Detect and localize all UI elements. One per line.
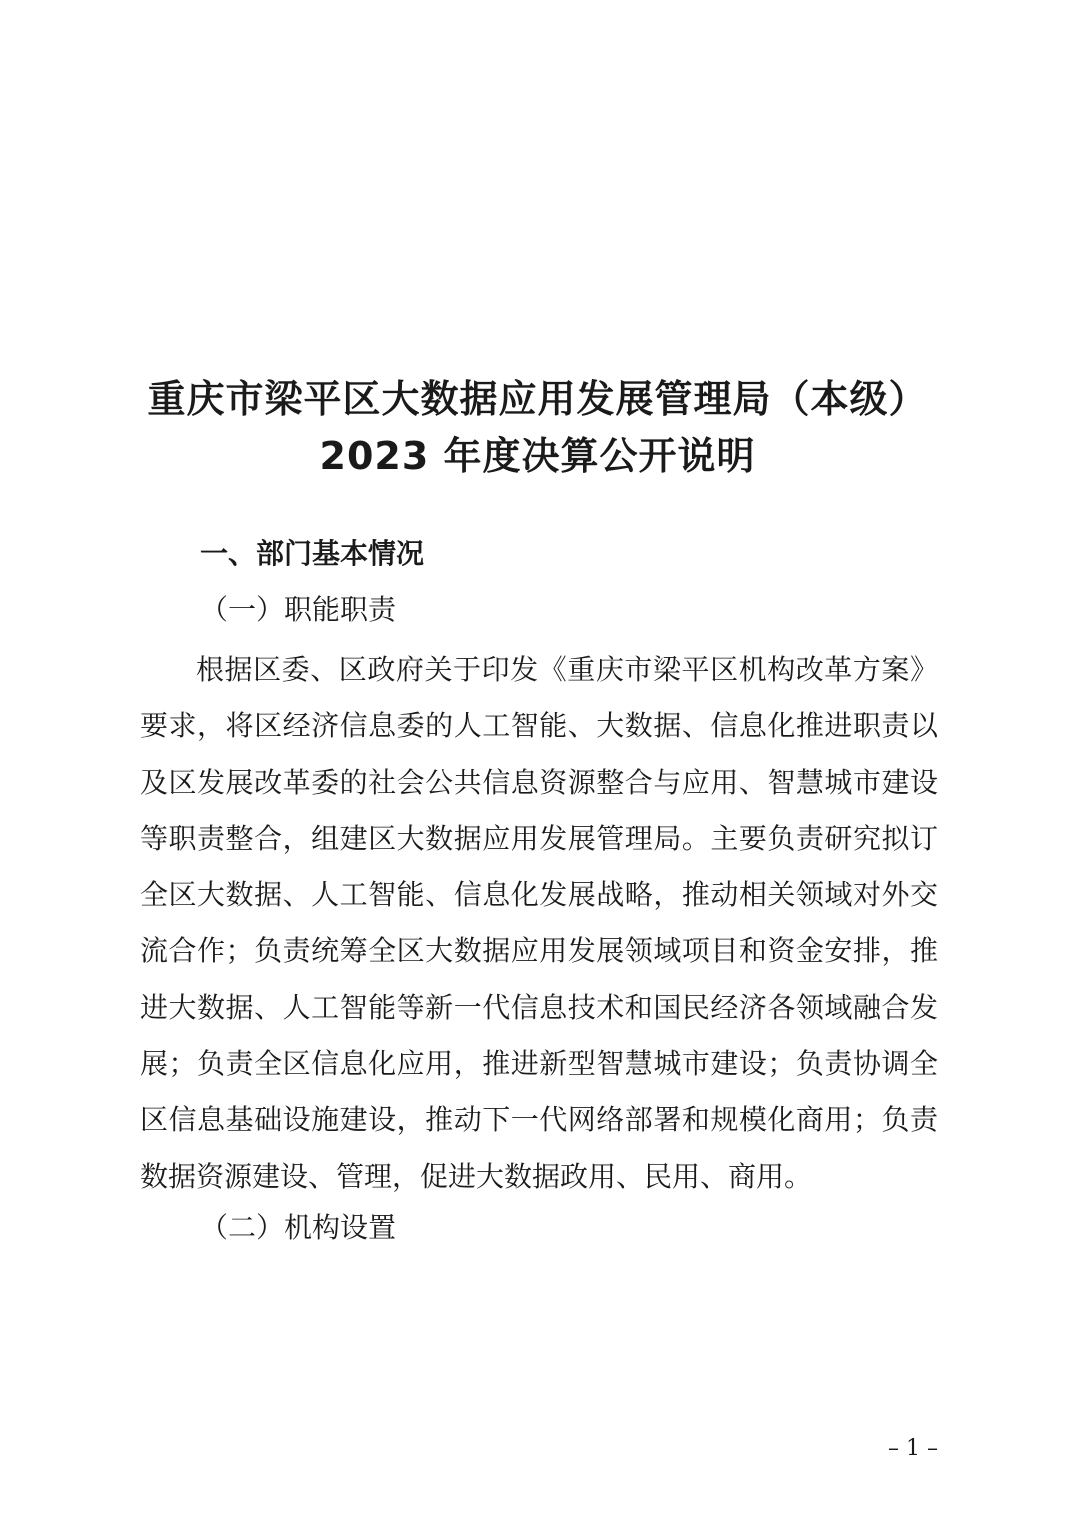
subsection-heading-functions: （一）职能职责 (200, 593, 397, 626)
paragraph-line: 数据资源建设、管理，促进大数据政用、民用、商用。 (140, 1159, 813, 1193)
paragraph-line: 区信息基础设施建设，推动下一代网络部署和规模化商用；负责 (140, 1103, 938, 1137)
paragraph-line: 及区发展改革委的社会公共信息资源整合与应用、智慧城市建设 (140, 765, 938, 799)
paragraph-line: 根据区委、区政府关于印发《重庆市梁平区机构改革方案》 (196, 653, 938, 686)
document-title-line-2: 2023 年度决算公开说明 (319, 434, 756, 478)
document-title-line-1: 重庆市梁平区大数据应用发展管理局（本级） (147, 377, 928, 421)
page-number: – 1 – (888, 1436, 938, 1461)
paragraph-line: 等职责整合，组建区大数据应用发展管理局。主要负责研究拟订 (140, 821, 938, 855)
paragraph-line: 展；负责全区信息化应用，推进新型智慧城市建设；负责协调全 (140, 1047, 938, 1081)
paragraph-line: 流合作；负责统筹全区大数据应用发展领域项目和资金安排，推 (140, 934, 938, 968)
paragraph-line: 全区大数据、人工智能、信息化发展战略，推动相关领域对外交 (140, 878, 938, 912)
section-heading-basic-info: 一、部门基本情况 (200, 537, 425, 570)
functions-paragraph (140, 642, 938, 1205)
subsection-heading-organization: （二）机构设置 (200, 1211, 397, 1244)
paragraph-line: 进大数据、人工智能等新一代信息技术和国民经济各领域融合发 (140, 990, 938, 1024)
paragraph-line: 要求，将区经济信息委的人工智能、大数据、信息化推进职责以 (140, 709, 938, 743)
